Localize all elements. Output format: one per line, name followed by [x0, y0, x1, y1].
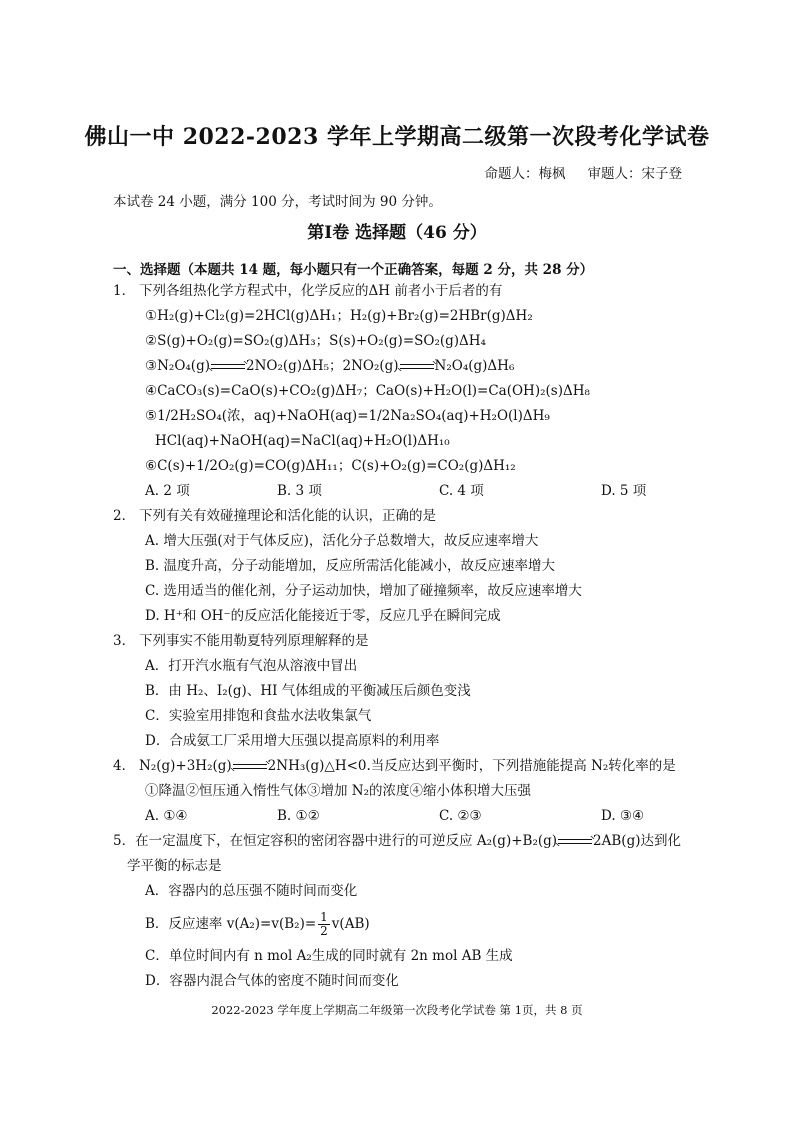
q2-option-c: C. 选用适当的催化剂，分子运动加快，增加了碰撞频率，故反应速率增大	[145, 583, 582, 599]
q5-stem-c: 学平衡的标志是	[127, 858, 222, 874]
q1-item-2: ②S(g)+O₂(g)=SO₂(g)ΔH₃；S(s)+O₂(g)=SO₂(g)ΔH₄	[145, 333, 486, 349]
q1-item-3	[145, 356, 514, 376]
q5-stem-b: 2AB(g)达到化	[593, 833, 681, 849]
q1-option-d: D. 5 项	[601, 483, 647, 499]
q3-option-b: B．由 H₂、I₂(g)、HI 气体组成的平衡减压后颜色变浅	[145, 683, 471, 699]
reviewer: 审题人：宋子登	[587, 166, 682, 182]
q1-number: 1．	[113, 283, 136, 299]
q4-measures: ①降温②恒压通入惰性气体③增加 N₂的浓度④缩小体积增大压强	[145, 783, 532, 799]
q4-option-d: D. ③④	[601, 808, 645, 824]
q1-item-1: ①H₂(g)+Cl₂(g)=2HCl(g)ΔH₁；H₂(g)+Br₂(g)=2HBr(g)ΔH₂	[145, 308, 533, 324]
q5-option-d: D．容器内混合气体的密度不随时间而变化	[145, 973, 399, 989]
q1-item-3-part-a: ③N₂O₄(g)	[145, 358, 210, 374]
q1-option-b: B. 3 项	[277, 483, 322, 499]
q1-option-a: A. 2 项	[145, 483, 190, 499]
equilibrium-arrow-icon	[211, 362, 245, 372]
q5-stem-line	[113, 831, 681, 851]
q4-option-a: A. ①④	[145, 808, 188, 824]
q2-option-b: B. 温度升高，分子动能增加，反应所需活化能减小，故反应速率增大	[145, 558, 556, 574]
q4-option-b: B. ①②	[277, 808, 320, 824]
q3-option-c: C．实验室用排饱和食盐水法收集氯气	[145, 708, 372, 724]
q5-option-a: A．容器内的总压强不随时间而变化	[145, 883, 358, 899]
q3-stem: 下列事实不能用勒夏特列原理解释的是	[139, 633, 369, 649]
q5-stem-a: 在一定温度下，在恒定容积的密闭容器中进行的可逆反应 A₂(g)+B₂(g)	[135, 833, 558, 849]
q5-option-b	[145, 911, 370, 938]
q4-number: 4．	[113, 758, 136, 774]
q3-option-d: D．合成氨工厂采用增大压强以提高原料的利用率	[145, 733, 440, 749]
fraction-numerator: 1	[320, 910, 328, 924]
q4-stem-b: 2NH₃(g)△H<0.当反应达到平衡时，下列措施能提高 N₂转化率的是	[267, 758, 676, 774]
q1-item-3-part-c: N₂O₄(g)ΔH₆	[434, 358, 515, 374]
q1-item-4: ④CaCO₃(s)=CaO(s)+CO₂(g)ΔH₇；CaO(s)+H₂O(l)=Ca(OH)₂(s)ΔH₈	[145, 383, 590, 399]
q4-option-c: C. ②③	[439, 808, 482, 824]
exam-title: 佛山一中 2022-2023 学年上学期高二级第一次段考化学试卷	[84, 124, 710, 150]
q1-item-5: ⑤1/2H₂SO₄(浓，aq)+NaOH(aq)=1/2Na₂SO₄(aq)+H₂O(l)ΔH₉	[145, 408, 550, 424]
q5-option-c: C．单位时间内有 n mol A₂生成的同时就有 2n mol AB 生成	[145, 948, 513, 964]
q4-stem-a: N₂(g)+3H₂(g)	[139, 758, 232, 774]
q4-stem-line	[113, 756, 676, 776]
q1-stem: 下列各组热化学方程式中，化学反应的ΔH 前者小于后者的有	[139, 283, 503, 299]
q1-item-6: ⑥C(s)+1/2O₂(g)=CO(g)ΔH₁₁；C(s)+O₂(g)=CO₂(g)ΔH₁₂	[145, 458, 516, 474]
fraction	[318, 911, 330, 938]
q3-stem-line	[113, 631, 369, 651]
exam-intro: 本试卷 24 小题，满分 100 分，考试时间为 90 分钟。	[113, 194, 442, 210]
q5-number: 5．	[113, 833, 136, 849]
part-heading: 一、选择题（本题共 14 题，每小题只有一个正确答案，每题 2 分，共 28 分）	[113, 262, 594, 278]
fraction-denominator: 2	[320, 924, 328, 938]
q2-option-d: D. H⁺和 OH⁻的反应活化能接近于零，反应几乎在瞬间完成	[145, 608, 501, 624]
q2-stem-line	[113, 506, 436, 526]
q5-option-b-pre: B．反应速率 v(A₂)=v(B₂)=	[145, 916, 317, 932]
q3-number: 3．	[113, 633, 136, 649]
equilibrium-arrow-icon	[233, 762, 267, 772]
q1-item-3-part-b: 2NO₂(g)ΔH₅；2NO₂(g)	[245, 358, 399, 374]
q3-option-a: A．打开汽水瓶有气泡从溶液中冒出	[145, 658, 358, 674]
section-heading: 第Ⅰ卷 选择题（46 分）	[307, 223, 487, 243]
authors-line	[479, 162, 683, 182]
q2-option-a: A. 增大压强(对于气体反应)，活化分子总数增大，故反应速率增大	[145, 533, 539, 549]
q1-stem-line	[113, 281, 502, 301]
q2-stem: 下列有关有效碰撞理论和活化能的认识，正确的是	[139, 508, 436, 524]
q2-number: 2．	[113, 508, 136, 524]
setter: 命题人：梅枫	[484, 166, 566, 182]
q1-item-5b: HCl(aq)+NaOH(aq)=NaCl(aq)+H₂O(l)ΔH₁₀	[155, 433, 450, 449]
equilibrium-arrow-icon	[558, 837, 592, 847]
q5-option-b-post: v(AB)	[331, 916, 370, 932]
equilibrium-arrow-icon	[400, 362, 434, 372]
q1-option-c: C. 4 项	[439, 483, 484, 499]
page-footer: 2022-2023 学年度上学期高二年级第一次段考化学试卷 第 1页，共 8 页	[211, 1003, 583, 1017]
